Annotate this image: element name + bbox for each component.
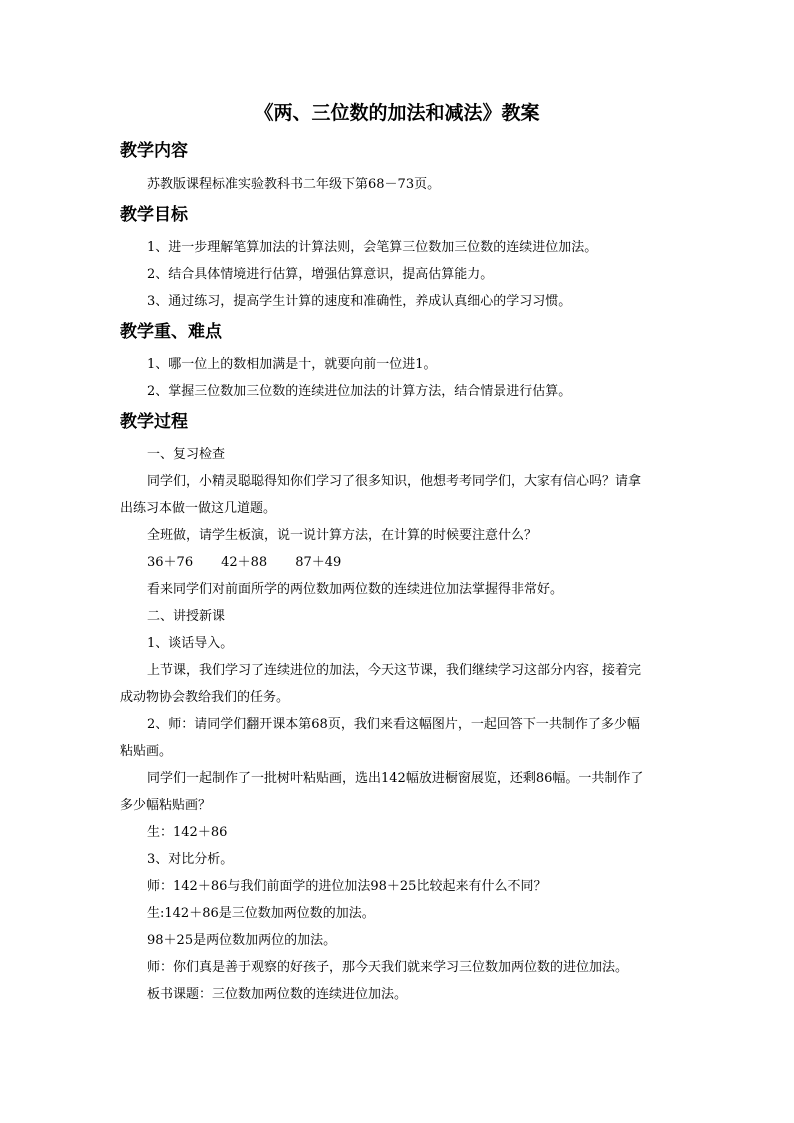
paragraph-line: 同学们一起制作了一批树叶粘贴画，选出142幅放进橱窗展览，还剩86幅。一共制作了 — [147, 771, 644, 786]
paragraph-line: 板书课题：三位数加两位数的连续进位加法。 — [147, 987, 408, 1002]
goal-item: 1、进一步理解笔算加法的计算法则，会笔算三位数加三位数的连续进位加法。 — [147, 240, 598, 255]
paragraph-line: 生：142＋86 — [147, 825, 228, 840]
teaching-content-text: 苏教版课程标准实验教科书二年级下第68－73页。 — [147, 177, 441, 192]
exercise-sum: 36＋76 — [147, 555, 194, 570]
heading-teaching-process: 教学过程 — [120, 412, 188, 432]
exercise-sum: 42＋88 — [221, 555, 268, 570]
step-heading: 3、对比分析。 — [147, 852, 234, 867]
paragraph-line: 生:142＋86是三位数加两位数的加法。 — [147, 906, 375, 921]
new-lesson-heading: 二、讲授新课 — [147, 609, 226, 624]
paragraph-line: 师：你们真是善于观察的好孩子，那今天我们就来学习三位数加两位数的进位加法。 — [147, 960, 629, 975]
document-title: 《两、三位数的加法和减法》教案 — [254, 102, 540, 124]
paragraph-line: 师：142＋86与我们前面学的进位加法98＋25比较起来有什么不同？ — [147, 879, 547, 894]
key-point-item: 1、哪一位上的数相加满是十，就要向前一位进1。 — [147, 357, 437, 372]
heading-key-points: 教学重、难点 — [120, 322, 222, 342]
heading-teaching-content: 教学内容 — [120, 141, 188, 161]
heading-teaching-goals: 教学目标 — [120, 205, 188, 225]
paragraph-line: 98＋25是两位数加两位的加法。 — [147, 933, 337, 948]
goal-item: 2、结合具体情境进行估算，增强估算意识，提高估算能力。 — [147, 267, 494, 282]
key-point-item: 2、掌握三位数加三位数的连续进位加法的计算方法，结合情景进行估算。 — [147, 384, 572, 399]
exercise-sum: 87＋49 — [295, 555, 342, 570]
paragraph-line: 出练习本做一做这几道题。 — [120, 501, 277, 516]
paragraph-line: 同学们，小精灵聪聪得知你们学习了很多知识，他想考考同学们，大家有信心吗？请拿 — [147, 474, 642, 489]
paragraph-line: 多少幅粘贴画？ — [120, 798, 212, 813]
paragraph-line: 2、师：请同学们翻开课本第68页，我们来看这幅图片，一起回答下一共制作了多少幅 — [147, 717, 640, 732]
review-heading: 一、复习检查 — [147, 447, 226, 462]
step-heading: 1、谈话导入。 — [147, 636, 234, 651]
goal-item: 3、通过练习，提高学生计算的速度和准确性，养成认真细心的学习习惯。 — [147, 294, 572, 309]
paragraph-line: 上节课，我们学习了连续进位的加法，今天这节课，我们继续学习这部分内容，接着完 — [147, 663, 642, 678]
paragraph-line: 成动物协会教给我们的任务。 — [120, 690, 290, 705]
review-exercises — [147, 554, 369, 572]
paragraph-line: 全班做，请学生板演，说一说计算方法，在计算的时候要注意什么？ — [147, 528, 538, 543]
paragraph-line: 看来同学们对前面所学的两位数加两位数的连续进位加法掌握得非常好。 — [147, 582, 564, 597]
paragraph-line: 粘贴画。 — [120, 744, 173, 759]
